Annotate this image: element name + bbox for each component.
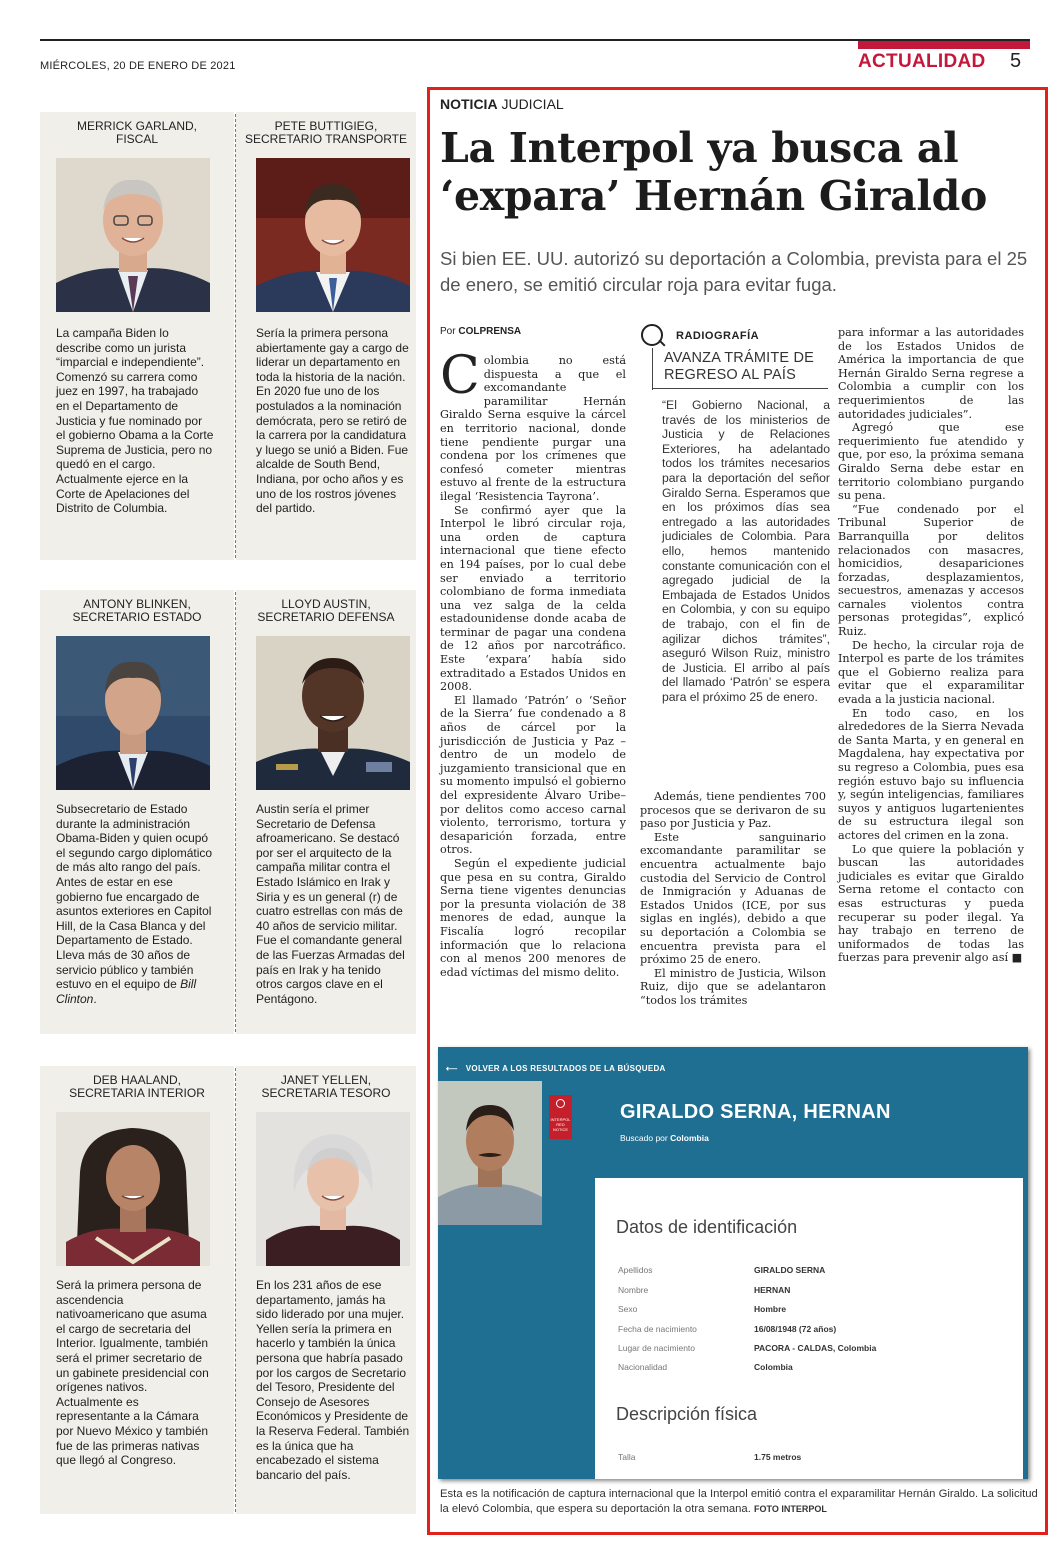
sidebar-title: AVANZA TRÁMITE DE REGRESO AL PAÍS <box>664 350 815 383</box>
paragraph-text: olombia no está dispuesta a que el excomandante paramilitar Hernán Giraldo Serna esquive la cárcel en territorio nacional, donde tiene pendiente purgar una condena por los crímenes que confesó cometer mientras estuvo al frente de la estructura ilegal ‘Resistencia Tayrona’. <box>440 354 626 503</box>
profile-body: En los 231 años de ese departamento, jamás ha sido liderado por una mujer. Yellen sería la primera en hacerlo y también la única persona que habría pasado por los cargos de Secretario del Tesoro, Presidente del Consejo de Asesores Económicos y Presidente de la Reserva Federal. También es la única que ha encabezado el sistema bancario del país. <box>256 1278 410 1482</box>
wanted-by <box>620 1133 709 1143</box>
profile-body <box>56 802 214 1006</box>
byline <box>440 326 521 337</box>
caption-text: Esta es la notificación de captura internacional que la Interpol emitió contra el exparamilitar Hernán Giraldo. La solicitud la elevó Colombia, que espera su deportación la otra semana. <box>440 1488 1038 1515</box>
article-column-2 <box>640 790 826 1008</box>
profile-title: MERRICK GARLAND, FISCAL <box>76 119 198 146</box>
profile-body-text: Subsecretario de Estado durante la administración Obama-Biden y quien ocupó el segundo cargo diplomático de más alto rango del país. Antes de estar en ese gobierno fue encargado de asuntos exteriores en Capitol Hill, de la Casa Blanca y del Departamento de Estado. Lleva más de 30 años de servicio público y también estuvo en el equipo de <box>56 802 213 992</box>
article-column-1 <box>440 346 626 979</box>
paragraph: De hecho, la circular roja de Interpol es parte de los trámites que el Gobierno realiza para evitar que el exparamilitar evada a la justicia nacional. <box>838 638 1024 707</box>
paragraph: El ministro de Justicia, Wilson Ruiz, dijo que se adelantaron “todos los trámites <box>640 966 826 1007</box>
field-label: Nacionalidad <box>618 1362 668 1372</box>
photo-credit: FOTO INTERPOL <box>754 1503 827 1514</box>
field-value: HERNAN <box>754 1285 791 1295</box>
portrait-photo <box>256 1112 410 1266</box>
portrait-photo <box>256 636 410 790</box>
profile-title: JANET YELLEN, SECRETARIA TESORO <box>261 1073 391 1100</box>
portrait-photo <box>56 158 210 312</box>
paragraph <box>440 346 626 504</box>
profile-yellen <box>236 1066 416 1514</box>
byline-name: COLPRENSA <box>458 326 522 337</box>
headline: La Interpol ya busca al ‘expara’ Hernán Giraldo <box>440 124 988 220</box>
field-value: PACORA - CALDAS, Colombia <box>754 1343 877 1353</box>
sidebar-body: “El Gobierno Nacional, a través de los ministerios de Justicia y de Relaciones Exteriores, ha adelantado todos los trámites necesarios para la deportación del señor Giraldo Serna. Esperamos que en los próximos días sea entregado a las autoridades judiciales de Colombia. Para ello, hemos mantenido constante comunicación con el agregado judicial de la Embajada de Estados Unidos en Colombia, y con su equipo de trabajo, con el fin de agilizar dichos trámites”, aseguró Wilson Ruiz, ministro de Justicia. El arribo al país del llamado ‘Patrón’ se espera para el próximo 25 de enero. <box>662 398 830 704</box>
globe-icon <box>556 1099 565 1108</box>
profile-body-italic: Bill Clinton <box>56 977 197 1006</box>
logo-text: INTERPOL RED NOTICE <box>550 1117 571 1132</box>
profile-body-end: . <box>93 991 97 1006</box>
drop-cap: C <box>440 346 480 406</box>
profile-garland <box>40 112 234 560</box>
kicker-bold: NOTICIA <box>440 96 498 112</box>
profile-body: Será la primera persona de ascendencia nativoamericano que asuma el cargo de secretaria del Interior. Igualmente, también será el primer secretario de un gabinete presidencial con orígenes nativos. Actualmente es representante a la Cámara por Nuevo México y también fue de las primeras nativas que llegó al Congreso. <box>56 1278 209 1468</box>
section-color-bar <box>858 41 1030 49</box>
profile-body: Austin sería el primer Secretario de Defensa afroamericano. Se destacó por ser el arquitecto de la campaña militar contra el Estado Islámico en Irak y Siria y es un general (r) de cuatro estrellas con más de 40 años de servicio militar. Fue el comandante general de las Fuerzas Armadas del país en Irak y ha tenido otros cargos clave en el Pentágono. <box>256 802 405 1006</box>
field-label: Lugar de nacimiento <box>618 1343 696 1353</box>
profile-title: ANTONY BLINKEN, SECRETARIO ESTADO <box>72 597 202 624</box>
paragraph: Se confirmó ayer que la Interpol le libró circular roja, una orden de captura internacional que tiene efecto en 194 países, por lo cual debe ser enviado a territorio colombiano de forma inmediata una vez salga de la celda estadounidense donde acaba de terminar de pagar una condena de 12 años por narcotráfico. Este ‘expara’ había sido extraditado a Estados Unidos en 2008. <box>440 503 626 694</box>
back-link-label: VOLVER A LOS RESULTADOS DE LA BÚSQUEDA <box>465 1064 666 1073</box>
article-column-3 <box>838 326 1024 965</box>
field-label: Apellidos <box>618 1265 653 1275</box>
profile-title: PETE BUTTIGIEG, SECRETARIO TRANSPORTE <box>244 119 408 146</box>
magnifier-icon <box>641 324 663 346</box>
kicker-rest: JUDICIAL <box>497 96 564 112</box>
issue-date: MIÉRCOLES, 20 DE ENERO DE 2021 <box>40 60 236 72</box>
wanted-country: Colombia <box>670 1133 709 1143</box>
profile-blinken <box>40 590 234 1034</box>
paragraph: Este sanguinario excomandante paramilitar se encuentra actualmente bajo custodia del Servicio de Control de Inmigración y Aduanas de Estados Unidos (ICE, por sus siglas en inglés), debido a que su deportación a Colombia se encuentra prevista para el próximo 25 de enero. <box>640 830 826 967</box>
article-kicker <box>440 96 564 112</box>
interpol-red-notice-logo <box>549 1095 572 1139</box>
portrait-photo <box>256 158 410 312</box>
profile-body: La campaña Biden lo describe como un jurista “imparcial e independiente”. Comenzó su carrera como juez en 1997, ha trabajado en el Departamento de Justicia y fue nominado por el gobierno Obama a la Corte Suprema de Justicia, pero no quedó en el cargo. Actualmente ejerce en la Corte de Apelaciones del Distrito de Columbia. <box>56 326 214 516</box>
sidebar-label: RADIOGRAFÍA <box>676 330 760 342</box>
portrait-photo <box>56 636 210 790</box>
paragraph: En todo caso, en los alrededores de la Sierra Nevada de Santa Marta, y en general en Magdalena, hay expectativa por su regreso a Colombia, pues esa región estuvo bajo su influencia y, según inteligencias, familiares suyos y antiguos lugartenientes de su estructura ilegal son actores del crimen en la zona. <box>838 706 1024 842</box>
back-to-results-link <box>446 1064 666 1073</box>
page-number: 5 <box>1010 50 1022 72</box>
paragraph: Además, tiene pendientes 700 procesos que se derivaron de su paso por Justicia y Paz. <box>640 790 826 831</box>
field-label: Talla <box>618 1452 636 1462</box>
field-value: Colombia <box>754 1362 793 1372</box>
sidebar-underline <box>652 388 828 389</box>
mugshot-photo <box>438 1081 542 1225</box>
profile-haaland <box>40 1066 234 1514</box>
profile-title: LLOYD AUSTIN, SECRETARIO DEFENSA <box>257 597 395 624</box>
article-deck: Si bien EE. UU. autorizó su deportación a Colombia, prevista para el 25 de enero, se emitió circular roja para evitar fuga. <box>440 248 1028 295</box>
field-label: Sexo <box>618 1304 638 1314</box>
physical-description-heading: Descripción física <box>616 1404 758 1424</box>
profile-title: DEB HAALAND, SECRETARIA INTERIOR <box>69 1073 205 1100</box>
back-arrow-icon: ⟵ <box>446 1064 458 1073</box>
field-value: GIRALDO SERNA <box>754 1265 826 1275</box>
field-value: 16/08/1948 (72 años) <box>754 1324 837 1334</box>
identification-heading: Datos de identificación <box>616 1217 798 1237</box>
paragraph: Lo que quiere la población y buscan las autoridades judiciales es evitar que Giraldo Serna retome el contacto con esas estructuras y pueda recuperar su poder ilegal. Ya hay trabajo en terreno de uniformados de todas las fuerzas para prevenir algo así ■ <box>838 842 1024 965</box>
sidebar-rule <box>652 348 653 390</box>
portrait-photo <box>56 1112 210 1266</box>
byline-prefix: Por <box>440 326 459 337</box>
paragraph: “Fue condenado por el Tribunal Superior de Barranquilla por delitos relacionados con masacres, homicidios, desapariciones forzadas, desplazamientos, secuestros, amenazas y accesos carnales violentos contra personas protegidas”, explicó Ruiz. <box>838 502 1024 639</box>
wanted-prefix: Buscado por <box>620 1133 671 1143</box>
profile-austin <box>236 590 416 1034</box>
section-name: ACTUALIDAD <box>858 51 986 72</box>
field-value: Hombre <box>754 1304 787 1314</box>
field-label: Nombre <box>618 1285 649 1295</box>
profile-body: Sería la primera persona abiertamente gay a cargo de liderar un departamento en toda la historia de la nación. En 2020 fue uno de los postulados a la nominación demócrata, pero se retiró de la carrera por la candidatura y luego se unió a Biden. Fue alcalde de South Bend, Indiana, por ocho años y es uno de los rostros jóvenes del partido. <box>256 326 409 516</box>
paragraph: para informar a las autoridades de los Estados Unidos de América la importancia de que Hernán Giraldo Serna regrese a Colombia a cumplir con los requerimientos de las autoridades judiciales”. <box>838 326 1024 421</box>
photo-caption <box>440 1487 1040 1516</box>
profile-buttigieg <box>236 112 416 560</box>
wanted-person-name: GIRALDO SERNA, HERNAN <box>620 1101 891 1123</box>
field-value: 1.75 metros <box>754 1452 802 1462</box>
paragraph: Según el expediente judicial que pesa en su contra, Giraldo Serna tiene vigentes denuncias por la presunta violación de 38 menores de edad, aunque la Fiscalía logró recopilar información que lo relaciona con al menos 200 menores de edad víctimas del mismo delito. <box>440 856 626 979</box>
paragraph: El llamado ‘Patrón’ o ‘Señor de la Sierra’ fue condenado a 8 años de cárcel por la jurisdicción de Justicia y Paz –dentro de un modelo de juzgamiento transicional que en su momento impulsó el gobierno del expresidente Álvaro Uribe– por delitos como acceso carnal violento, terrorismo, tortura y desaparición forzada, entre otros. <box>440 693 626 857</box>
paragraph: Agregó que ese requerimiento fue atendido y que, por eso, la próxima semana Giraldo Serna debe estar en territorio colombiano purgando su pena. <box>838 421 1024 503</box>
field-label: Fecha de nacimiento <box>618 1324 697 1334</box>
